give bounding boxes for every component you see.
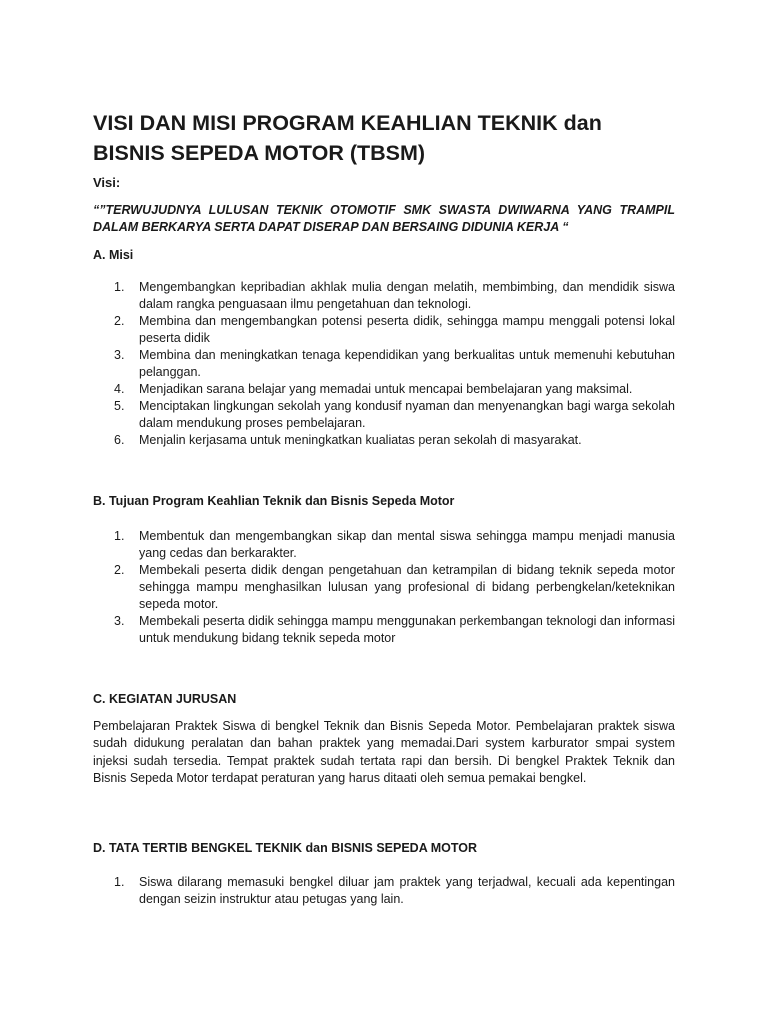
list-item-number: 2. xyxy=(114,563,125,577)
list-item-text: Menciptakan lingkungan sekolah yang kondusif nyaman dan menyenangkan bagi warga sekolah dalam mendukung proses pembelajaran. xyxy=(139,399,675,430)
list-item-number: 4. xyxy=(114,382,125,396)
list-item-number: 5. xyxy=(114,399,125,413)
list-item-text: Membekali peserta didik sehingga mampu menggunakan perkembangan teknologi dan informasi untuk mendukung bidang teknik sepeda motor xyxy=(139,614,675,645)
list-item xyxy=(93,432,675,449)
visi-label: Visi: xyxy=(93,175,121,190)
tata-tertib-heading: D. TATA TERTIB BENGKEL TEKNIK dan BISNIS SEPEDA MOTOR xyxy=(93,841,478,855)
list-item-text: Menjalin kerjasama untuk meningkatkan kualiatas peran sekolah di masyarakat. xyxy=(139,433,582,447)
list-item xyxy=(93,874,675,908)
list-item-text: Menjadikan sarana belajar yang memadai untuk mencapai bembelajaran yang maksimal. xyxy=(139,382,633,396)
list-item-number: 3. xyxy=(114,614,125,628)
list-item-number: 1. xyxy=(114,529,125,543)
page-title: VISI DAN MISI PROGRAM KEAHLIAN TEKNIK dan BISNIS SEPEDA MOTOR (TBSM) xyxy=(93,111,602,165)
visi-statement: “”TERWUJUDNYA LULUSAN TEKNIK OTOMOTIF SMK SWASTA DWIWARNA YANG TRAMPIL DALAM BERKARYA SERTA DAPAT DISERAP DAN BERSAING DIDUNIA KERJA “ xyxy=(93,203,675,234)
list-item-text: Siswa dilarang memasuki bengkel diluar jam praktek yang terjadwal, kecuali ada kepentingan dengan seizin instruktur atau petugas yang lain. xyxy=(139,875,675,906)
list-item-text: Mengembangkan kepribadian akhlak mulia dengan melatih, membimbing, dan mendidik siswa dalam rangka penguasaan ilmu pengetahuan dan teknologi. xyxy=(139,280,675,311)
list-item-text: Membina dan mengembangkan potensi peserta didik, sehingga mampu menggali potensi lokal peserta didik xyxy=(139,314,675,345)
tujuan-heading: B. Tujuan Program Keahlian Teknik dan Bisnis Sepeda Motor xyxy=(93,494,455,508)
list-item xyxy=(93,398,675,432)
list-item xyxy=(93,613,675,647)
misi-list xyxy=(93,279,675,449)
list-item xyxy=(93,381,675,398)
tata-tertib-list xyxy=(93,874,675,908)
list-item-text: Membentuk dan mengembangkan sikap dan mental siswa sehingga mampu menjadi manusia yang cedas dan berkarakter. xyxy=(139,529,675,560)
kegiatan-paragraph: Pembelajaran Praktek Siswa di bengkel Teknik dan Bisnis Sepeda Motor. Pembelajaran praktek siswa sudah didukung peralatan dan bahan praktek yang memadai.Dari system karburator smpai system injeksi sudah tersedia. Tempat praktek sudah tertata rapi dan bersih. Di bengkel Praktek Teknik dan Bisnis Sepeda Motor terdapat peraturan yang harus ditaati oleh semua pemakai bengkel. xyxy=(93,719,675,785)
list-item xyxy=(93,562,675,613)
list-item xyxy=(93,528,675,562)
kegiatan-heading: C. KEGIATAN JURUSAN xyxy=(93,692,237,706)
list-item-text: Membina dan meningkatkan tenaga kependidikan yang berkualitas untuk memenuhi kebutuhan pelanggan. xyxy=(139,348,675,379)
list-item-number: 1. xyxy=(114,280,125,294)
list-item xyxy=(93,347,675,381)
list-item-number: 3. xyxy=(114,348,125,362)
list-item-text: Membekali peserta didik dengan pengetahuan dan ketrampilan di bidang teknik sepeda motor sehingga mampu menghasilkan lulusan yang profesional di bidang perbengkelan/keteknikan sepeda motor. xyxy=(139,563,675,611)
list-item xyxy=(93,313,675,347)
tujuan-list xyxy=(93,528,675,647)
list-item xyxy=(93,279,675,313)
list-item-number: 6. xyxy=(114,433,125,447)
list-item-number: 2. xyxy=(114,314,125,328)
list-item-number: 1. xyxy=(114,875,125,889)
misi-heading: A. Misi xyxy=(93,248,134,262)
